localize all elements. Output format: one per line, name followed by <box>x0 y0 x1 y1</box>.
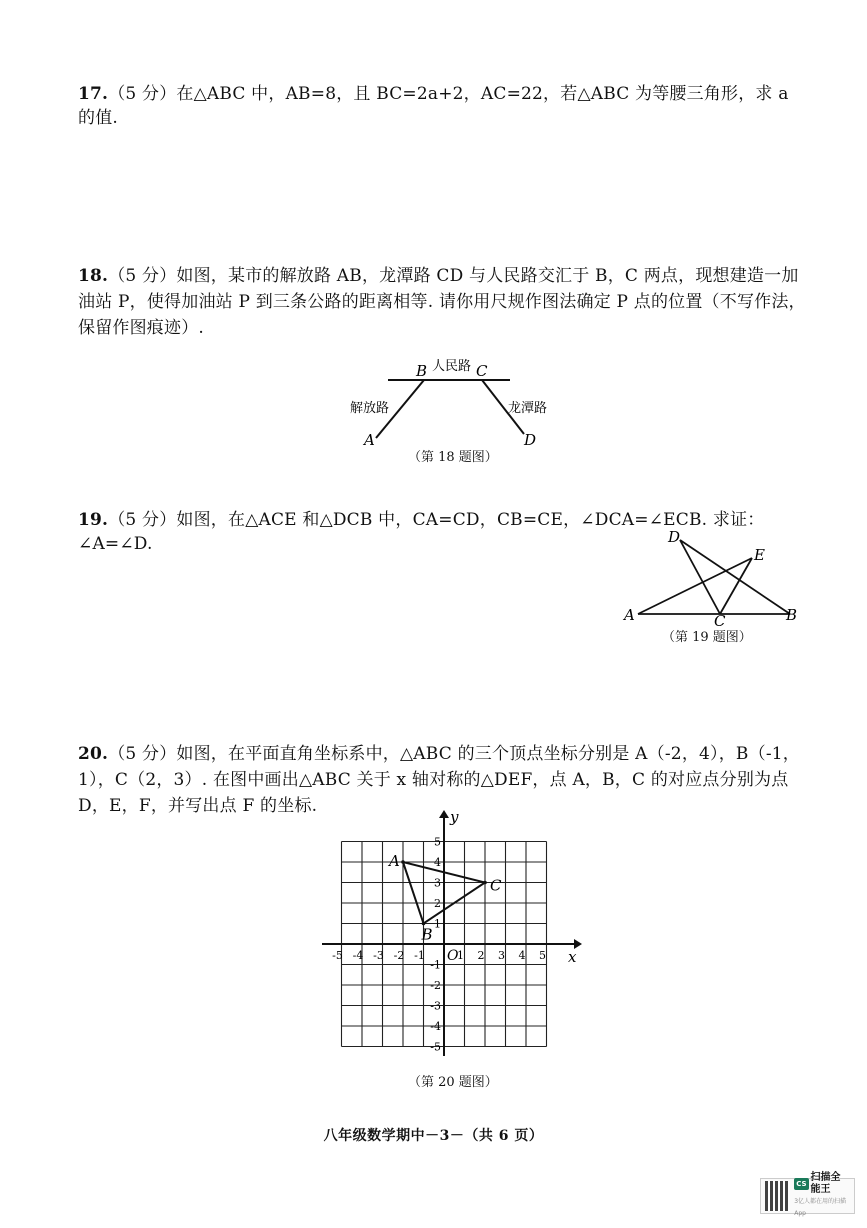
vertex-label-C: C <box>490 876 502 895</box>
x-tick-label: 5 <box>539 949 546 962</box>
label-D: D <box>524 431 537 449</box>
coordinate-grid-figure <box>316 808 586 1064</box>
x-tick-label: -3 <box>373 949 384 962</box>
y-axis-arrow <box>439 810 449 818</box>
y-tick-label: -4 <box>430 1020 441 1033</box>
y-tick-label: -5 <box>430 1040 441 1054</box>
question-17 <box>78 82 808 130</box>
y-tick-label: -1 <box>430 958 441 972</box>
vertex-C <box>483 881 487 885</box>
scanner-watermark <box>760 1172 855 1217</box>
vertex-label-B: B <box>421 925 433 944</box>
figure-19 <box>620 528 810 628</box>
label-E: E <box>754 546 765 564</box>
vertex-label-A: A <box>389 852 400 870</box>
x-tick-label: 4 <box>518 949 526 962</box>
x-tick-label: 3 <box>498 949 505 962</box>
label-D: D <box>668 528 681 546</box>
y-tick-label: 1 <box>434 917 441 931</box>
question-text: （5 分）如图，在平面直角坐标系中，△ABC 的三个顶点坐标分别是 A（-2，4），B（-1，1），C（2，3）. 在图中画出△ABC 关于 x 轴对称的△DEF，点 A，B，C 的对应点分别为点 D，E，F，并写出点 F 的坐标. <box>78 744 800 816</box>
label-A: A <box>624 606 635 624</box>
label-A: A <box>364 431 375 449</box>
label-B: B <box>786 606 798 624</box>
x-tick-label: -2 <box>393 949 405 962</box>
x-tick-label: -5 <box>332 949 343 962</box>
question-text: （5 分）如图，在△ACE 和△DCB 中，CA=CD，CB=CE，∠DCA=∠ECB. 求证：∠A=∠D. <box>78 510 765 554</box>
label-C: C <box>476 362 488 380</box>
question-text: （5 分）在△ABC 中，AB=8，且 BC=2a+2，AC=22，若△ABC 为等腰三角形，求 a 的值. <box>78 84 789 128</box>
road-right-label: 龙潭路 <box>508 401 548 416</box>
figure-18-caption: （第 18 题图） <box>408 450 498 465</box>
origin-label: O <box>447 948 459 964</box>
badge-title: 扫描全能王 <box>810 1172 841 1195</box>
page-footer: 八年级数学期中－3－（共 6 页） <box>323 1128 544 1144</box>
road-top-label: 人民路 <box>432 359 472 374</box>
question-number: 20. <box>78 744 109 764</box>
question-18 <box>78 263 808 341</box>
question-text: （5 分）如图，某市的解放路 AB，龙潭路 CD 与人民路交汇于 B，C 两点，现想建造一加油站 P，使得加油站 P 到三条公路的距离相等. 请你用尺规作图法确定 P 点的位置（不写作法，保留作图痕迹）. <box>78 266 806 338</box>
figure-19-caption: （第 19 题图） <box>662 630 752 645</box>
x-tick-label: -4 <box>352 949 364 962</box>
y-axis-label: y <box>450 808 459 826</box>
y-tick-label: 2 <box>434 897 441 910</box>
vertex-A <box>401 860 405 864</box>
x-axis-label: x <box>568 948 577 966</box>
y-tick-label: -2 <box>430 979 441 992</box>
y-tick-label: 5 <box>434 835 441 849</box>
y-tick-label: -3 <box>430 999 441 1013</box>
question-number: 18. <box>78 266 109 286</box>
y-tick-label: 4 <box>434 856 441 869</box>
camscanner-logo: CS <box>796 1180 807 1188</box>
segment-DB <box>680 540 790 614</box>
qr-code-icon <box>765 1181 790 1211</box>
axes <box>322 810 582 1056</box>
badge-subtitle: 3亿人都在用的扫描App <box>794 1198 847 1217</box>
y-tick-label: 3 <box>434 876 441 890</box>
road-left-label: 解放路 <box>350 401 390 416</box>
label-B: B <box>416 362 428 380</box>
x-tick-label: 2 <box>477 949 485 962</box>
figure-20-caption: （第 20 题图） <box>408 1075 498 1090</box>
question-number: 19. <box>78 510 109 530</box>
x-tick-label: -1 <box>414 949 425 962</box>
question-number: 17. <box>78 84 109 104</box>
x-tick-label: 1 <box>457 949 464 962</box>
label-C: C <box>714 612 726 628</box>
